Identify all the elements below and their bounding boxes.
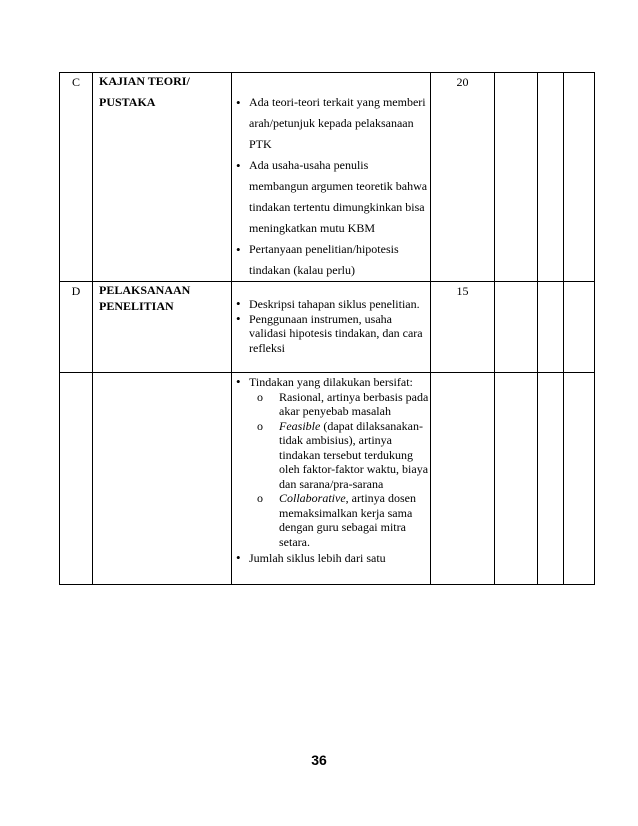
indicator-list [232,297,430,355]
score-cell [431,282,495,373]
empty-cell [495,282,538,373]
sub-list [249,390,430,550]
list-item: • Deskripsi tahapan siklus penelitian. [236,297,430,312]
score-value: 20 [456,75,469,89]
table-row-c [60,73,595,282]
empty-cell [495,373,538,585]
list-item: • Jumlah siklus lebih dari satu [236,551,430,566]
empty-cell [538,73,564,282]
table-row-d [60,282,595,373]
sub-list-item: o Feasible (dapat dilaksanakan-tidak ambisius), artinya tindakan tersebut terdukung oleh faktor-faktor waktu, biaya dan sarana/pra-sarana [257,418,429,491]
list-item [236,375,430,549]
component-line-2: PUSTAKA [99,95,156,109]
list-item: • Penggunaan instrumen, usaha validasi hipotesis tindakan, dan cara refleksi [236,312,430,356]
circle-bullet-icon: o [257,491,263,505]
empty-cell [538,282,564,373]
score-cell [431,73,495,282]
table-row-continuation [60,373,595,585]
list-item: • Ada teori-teori terkait yang memberi arah/petunjuk kepada pelaksanaan PTK [236,92,430,155]
list-item: • Pertanyaan penelitian/hipotesis tindakan (kalau perlu) [236,239,430,281]
list-item-intro: Tindakan yang dilakukan bersifat: [249,375,413,389]
empty-cell [564,373,595,585]
indicators-cell [232,282,431,373]
assessment-rubric-table [59,72,595,585]
empty-cell [564,73,595,282]
circle-bullet-icon: o [257,389,263,404]
empty-cell [431,373,495,585]
indicators-cell [232,73,431,282]
component-line-1: KAJIAN TEORI/ [99,74,190,88]
circle-bullet-icon: o [257,418,263,433]
sub-list-item: o Collaborative, artinya dosen memaksimalkan kerja sama dengan guru sebagai mitra setara. [257,491,416,549]
empty-cell [538,373,564,585]
empty-cell [564,282,595,373]
indicator-list [232,375,430,566]
component-cell [93,73,232,282]
score-value: 15 [456,284,469,298]
sub-list-item: o Rasional, artinya berbasis pada akar penyebab masalah [257,389,429,418]
component-cell [93,282,232,373]
row-code-cell [60,73,93,282]
empty-cell [93,373,232,585]
component-line-1: PELAKSANAAN [99,283,191,297]
component-line-2: PENELITIAN [99,299,174,313]
row-code: C [71,75,80,89]
row-code-cell [60,282,93,373]
list-item: • Ada usaha-usaha penulis membangun argumen teoretik bahwa tindakan tertentu dimungkinkan bisa meningkatkan mutu KBM [236,155,430,239]
empty-cell [60,373,93,585]
indicators-cell [232,373,431,585]
row-code: D [71,284,81,298]
indicator-list [232,92,430,281]
empty-cell [495,73,538,282]
page-number: 36 [311,752,327,768]
